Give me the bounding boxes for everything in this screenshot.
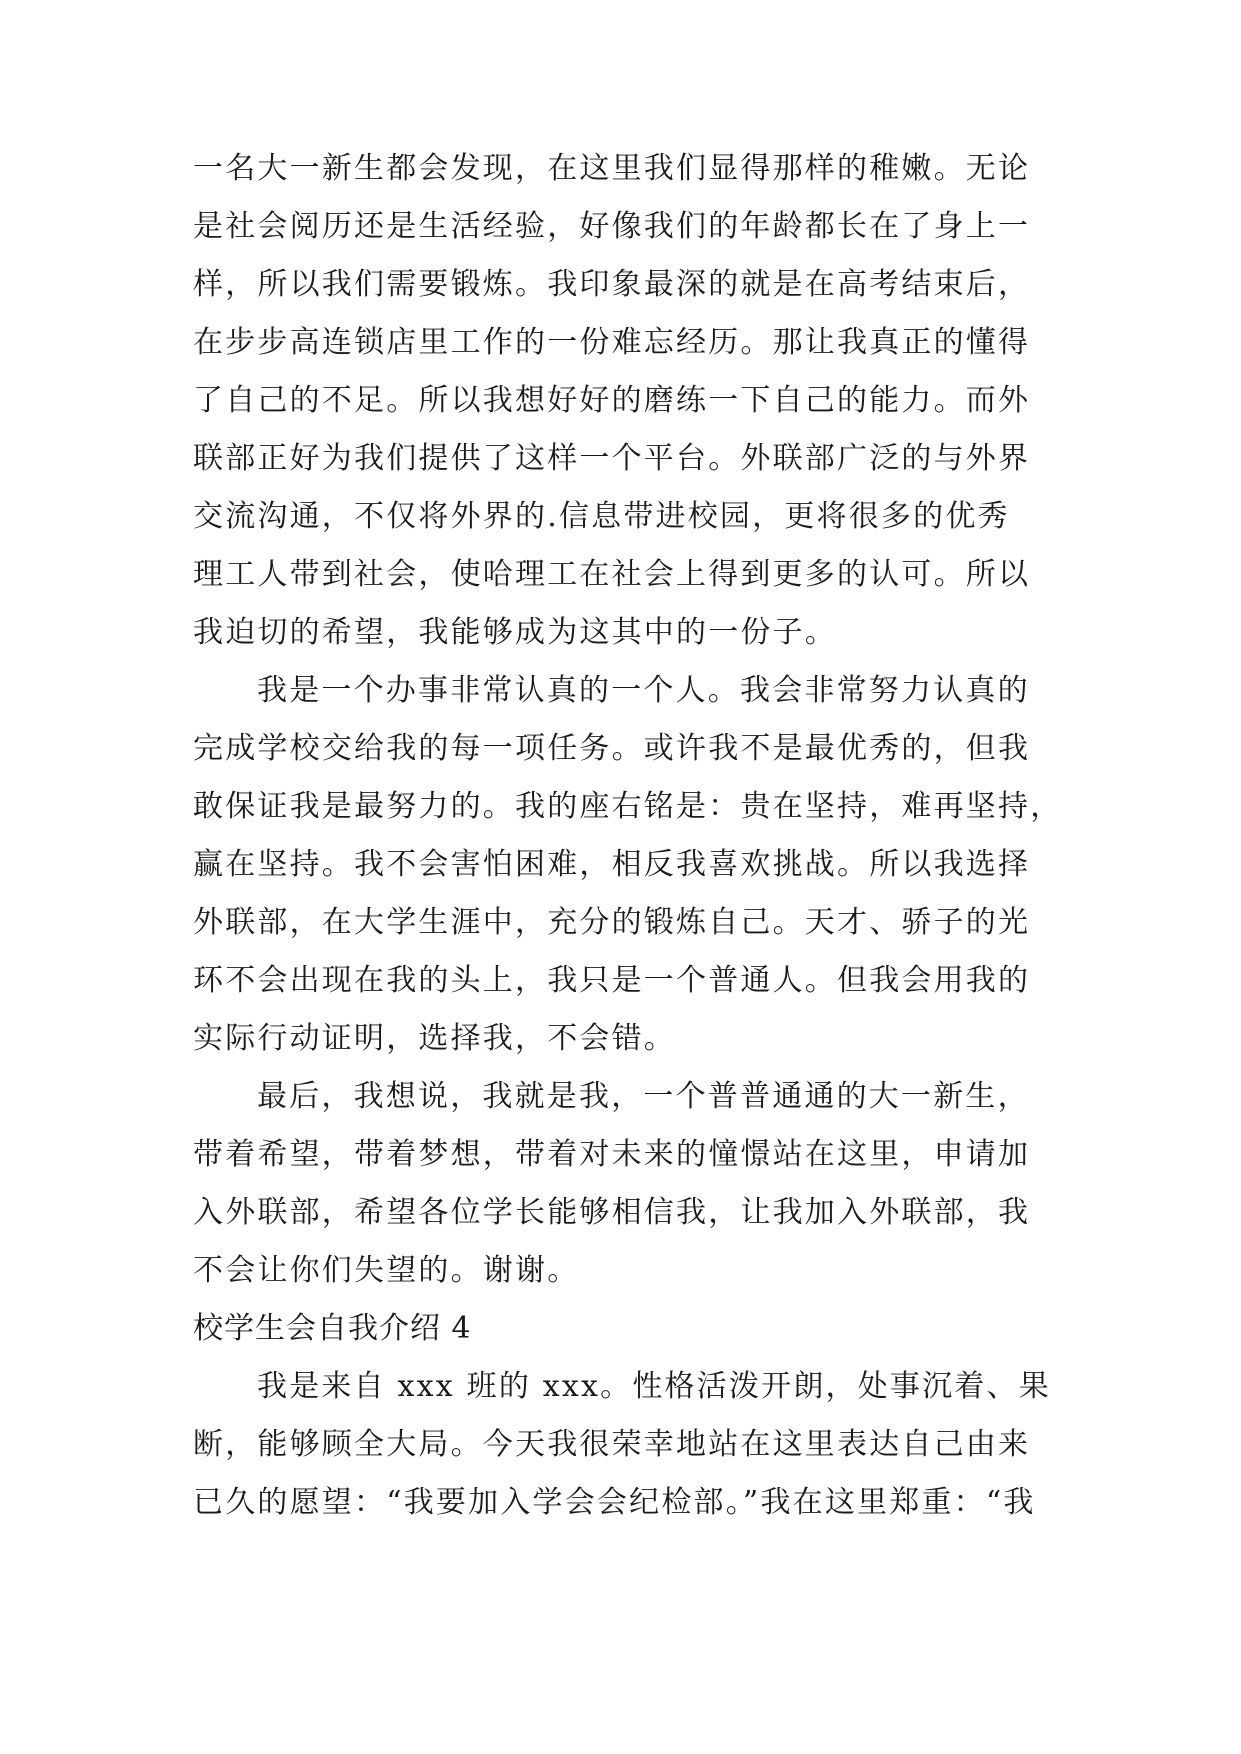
document-body <box>193 140 1073 1532</box>
section-heading: 校学生会自我介绍 4 <box>193 1311 472 1346</box>
text-line: 在步步高连锁店里工作的一份难忘经历。那让我真正的懂得 <box>193 325 1031 360</box>
text-line: 实际行动证明，选择我，不会错。 <box>193 1021 676 1056</box>
text-line: 理工人带到社会，使哈理工在社会上得到更多的认可。所以 <box>193 557 1031 592</box>
text-line: 断，能够顾全大局。今天我很荣幸地站在这里表达自己由来 <box>193 1427 1031 1462</box>
text-line: 了自己的不足。所以我想好好的磨练一下自己的能力。而外 <box>193 383 1031 418</box>
text-line: 联部正好为我们提供了这样一个平台。外联部广泛的与外界 <box>193 441 1031 476</box>
text-line: 完成学校交给我的每一项任务。或许我不是最优秀的，但我 <box>193 731 1031 766</box>
text-line: 一名大一新生都会发现，在这里我们显得那样的稚嫩。无论 <box>193 151 1031 186</box>
text-line: 是社会阅历还是生活经验，好像我们的年龄都长在了身上一 <box>193 209 1031 244</box>
text-line: 不会让你们失望的。谢谢。 <box>193 1253 580 1288</box>
text-line: 样，所以我们需要锻炼。我印象最深的就是在高考结束后， <box>193 267 1031 302</box>
text-line: 赢在坚持。我不会害怕困难，相反我喜欢挑战。所以我选择 <box>193 847 1031 882</box>
paragraph <box>193 1358 1073 1532</box>
text-line: 最后，我想说，我就是我，一个普普通通的大一新生， <box>257 1079 1030 1114</box>
text-line: 外联部，在大学生涯中，充分的锻炼自己。天才、骄子的光 <box>193 905 1031 940</box>
text-line: 入外联部，希望各位学长能够相信我，让我加入外联部，我 <box>193 1195 1031 1230</box>
text-line: 交流沟通，不仅将外界的.信息带进校园，更将很多的优秀 <box>193 499 1010 534</box>
paragraph <box>193 662 1073 1068</box>
text-line: 我是来自 xxx 班的 xxx。性格活泼开朗，处事沉着、果 <box>257 1369 1051 1404</box>
text-line: 我是一个办事非常认真的一个人。我会非常努力认真的 <box>257 673 1030 708</box>
text-line: 带着希望，带着梦想，带着对未来的憧憬站在这里，申请加 <box>193 1137 1031 1172</box>
text-line: 已久的愿望：“我要加入学会会纪检部。”我在这里郑重：“我 <box>193 1485 1036 1520</box>
text-line: 我迫切的希望，我能够成为这其中的一份子。 <box>193 615 837 650</box>
paragraph <box>193 1068 1073 1300</box>
paragraph <box>193 140 1073 662</box>
text-line: 环不会出现在我的头上，我只是一个普通人。但我会用我的 <box>193 963 1031 998</box>
text-line: 敢保证我是最努力的。我的座右铭是：贵在坚持，难再坚持， <box>193 789 1063 824</box>
